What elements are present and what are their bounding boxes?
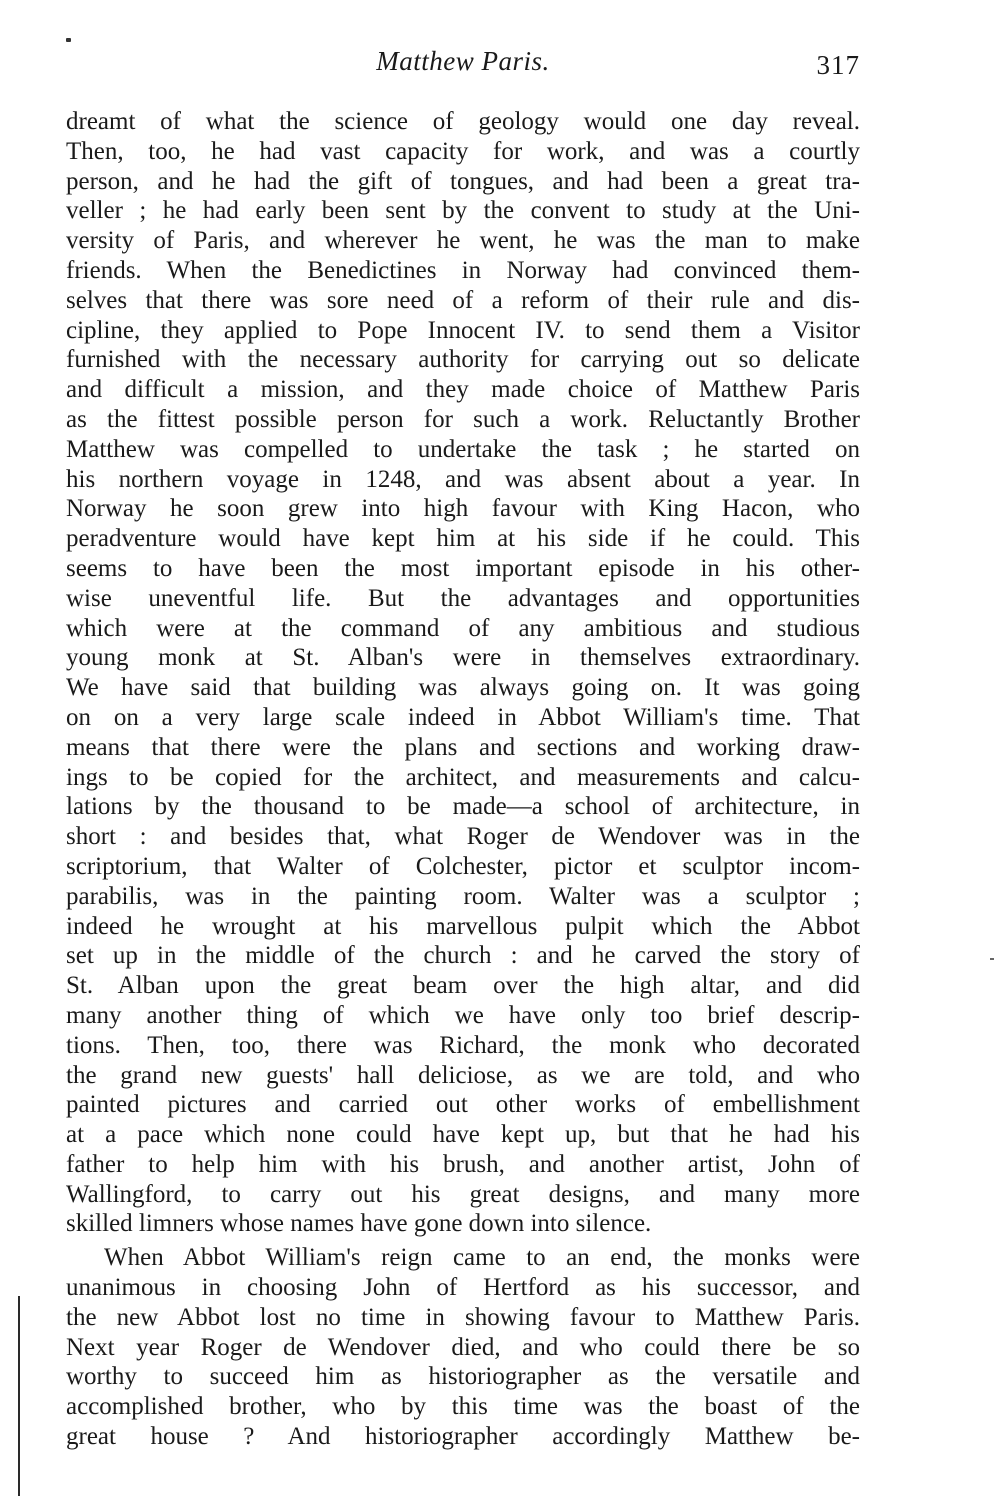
text-line: selves that there was sore need of a reform of their rule and dis-	[66, 286, 860, 314]
text-line: Next year Roger de Wendover died, and who could there be so	[66, 1333, 860, 1361]
text-line: furnished with the necessary authority for carrying out so delicate	[66, 346, 860, 374]
text-line: friends. When the Benedictines in Norway had convinced them-	[66, 256, 860, 284]
text-line: unanimous in choosing John of Hertford as his successor, and	[66, 1274, 860, 1302]
paragraph	[66, 1243, 860, 1452]
text-line: parabilis, was in the painting room. Walter was a sculptor ;	[66, 882, 860, 910]
text-line: the new Abbot lost no time in showing favour to Matthew Paris.	[66, 1303, 860, 1331]
text-line: When Abbot William's reign came to an end, the monks were	[104, 1244, 860, 1272]
text-line: at a pace which none could have kept up, but that he had his	[66, 1121, 860, 1149]
text-line: many another thing of which we have only too brief descrip-	[66, 1001, 860, 1029]
text-line: Norway he soon grew into high favour with King Hacon, who	[66, 495, 860, 523]
margin-rule	[18, 1296, 20, 1496]
text-line: scriptorium, that Walter of Colchester, pictor et sculptor incom-	[66, 852, 860, 880]
body-text	[66, 107, 860, 1452]
text-line: the grand new guests' hall deliciose, as we are told, and who	[66, 1061, 860, 1089]
text-line: indeed he wrought at his marvellous pulpit which the Abbot	[66, 912, 860, 940]
text-line: which were at the command of any ambitious and studious	[66, 614, 860, 642]
text-line: lations by the thousand to be made—a school of architecture, in	[66, 793, 860, 821]
text-line: on on a very large scale indeed in Abbot William's time. That	[66, 703, 860, 731]
text-line: father to help him with his brush, and another artist, John of	[66, 1150, 860, 1178]
text-line: cipline, they applied to Pope Innocent IV. to send them a Visitor	[66, 316, 860, 344]
text-line: set up in the middle of the church : and he carved the story of	[66, 942, 860, 970]
text-line: his northern voyage in 1248, and was absent about a year. In	[66, 465, 860, 493]
text-line: short : and besides that, what Roger de Wendover was in the	[66, 823, 860, 851]
running-title: Matthew Paris.	[376, 46, 550, 76]
text-line: veller ; he had early been sent by the convent to study at the Uni-	[66, 197, 860, 225]
text-line: dreamt of what the science of geology would one day reveal.	[66, 108, 860, 135]
text-line: means that there were the plans and sections and working draw-	[66, 733, 860, 761]
text-line: Wallingford, to carry out his great designs, and many more	[66, 1180, 860, 1208]
margin-tick	[990, 958, 994, 960]
text-line: painted pictures and carried out other works of embellishment	[66, 1091, 860, 1119]
page-number: 317	[816, 50, 860, 80]
text-line: St. Alban upon the great beam over the high altar, and did	[66, 972, 860, 1000]
text-line: and difficult a mission, and they made choice of Matthew Paris	[66, 376, 860, 404]
text-line: tions. Then, too, there was Richard, the monk who decorated	[66, 1031, 860, 1059]
text-line: versity of Paris, and wherever he went, he was the man to make	[66, 227, 860, 255]
text-line: ings to be copied for the architect, and measurements and calcu-	[66, 763, 860, 791]
paragraph	[66, 107, 860, 1239]
text-line: We have said that building was always going on. It was going	[66, 674, 860, 702]
text-line: peradventure would have kept him at his side if he could. This	[66, 525, 860, 553]
text-line: young monk at St. Alban's were in themselves extraordinary.	[66, 644, 860, 672]
text-line: worthy to succeed him as historiographer as the versatile and	[66, 1363, 860, 1391]
text-line: person, and he had the gift of tongues, and had been a great tra-	[66, 167, 860, 195]
text-line: skilled limners whose names have gone down into silence.	[66, 1210, 652, 1238]
page-header	[66, 46, 860, 86]
text-line: accomplished brother, who by this time was the boast of the	[66, 1393, 860, 1421]
text-line: as the fittest possible person for such a work. Reluctantly Brother	[66, 405, 860, 433]
corner-mark	[66, 38, 71, 42]
text-line: Then, too, he had vast capacity for work, and was a courtly	[66, 137, 860, 165]
text-line: wise uneventful life. But the advantages and opportunities	[66, 584, 860, 612]
text-line: great house ? And historiographer accordingly Matthew be-	[66, 1423, 860, 1451]
text-line: Matthew was compelled to undertake the task ; he started on	[66, 435, 860, 463]
text-line: seems to have been the most important episode in his other-	[66, 554, 860, 582]
